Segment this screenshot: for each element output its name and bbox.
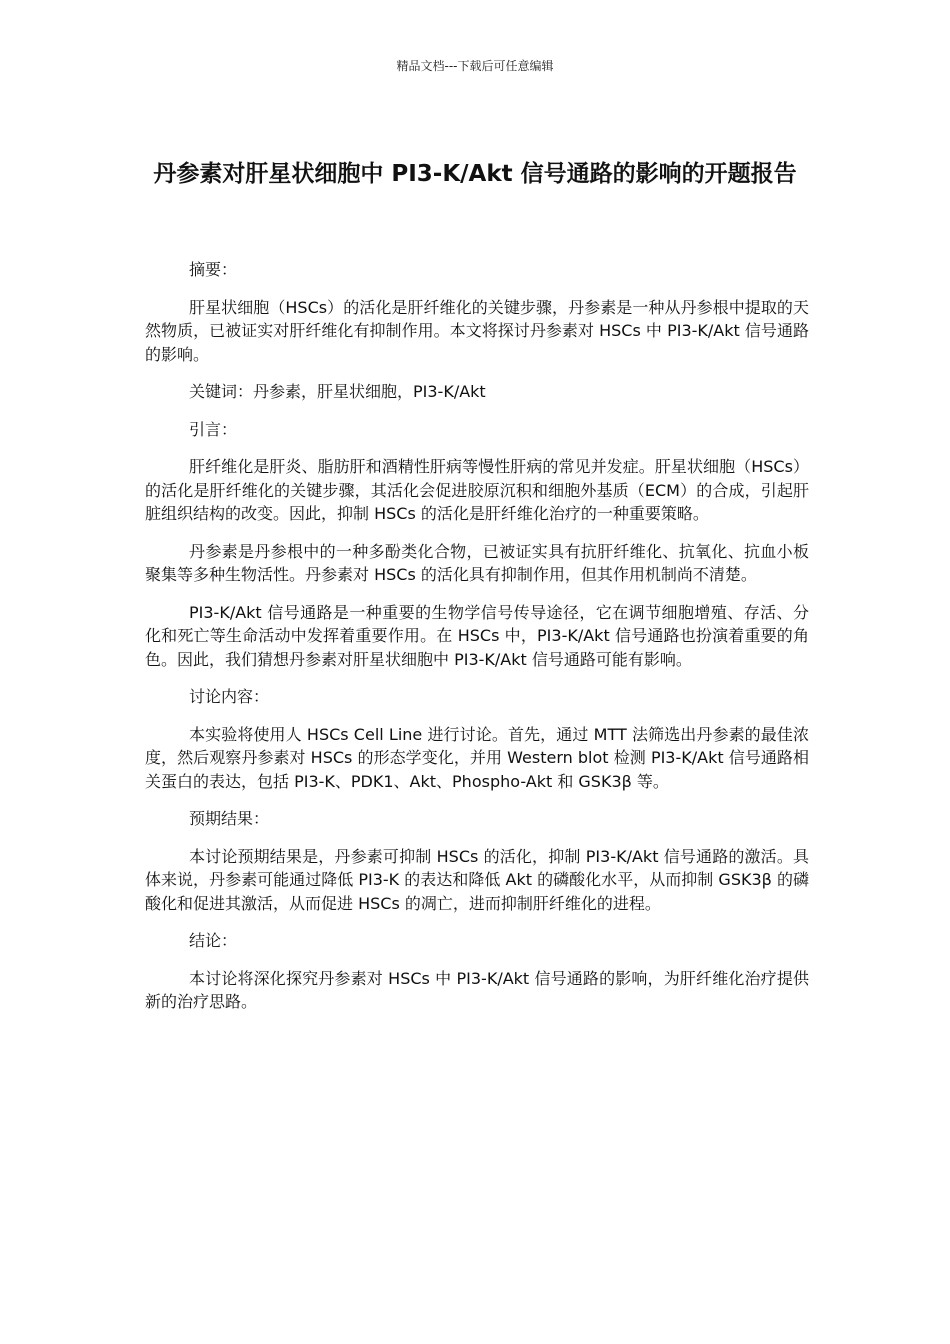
- introduction-paragraph-3: PI3-K/Akt 信号通路是一种重要的生物学信号传导途径，它在调节细胞增殖、存活、分化和死亡等生命活动中发挥着重要作用。在 HSCs 中，PI3-K/Akt 信号通路也扮演着重要的角色。因此，我们猜想丹参素对肝星状细胞中 PI3-K/Akt 信号通路可能有影响。: [145, 602, 809, 669]
- keywords-line: 关键词：丹参素，肝星状细胞，PI3-K/Akt: [189, 382, 486, 401]
- introduction-paragraph-1: 肝纤维化是肝炎、脂肪肝和酒精性肝病等慢性肝病的常见并发症。肝星状细胞（HSCs）的活化是肝纤维化的关键步骤，其活化会促进胶原沉积和细胞外基质（ECM）的合成，引起肝脏组织结构的改变。因此，抑制 HSCs 的活化是肝纤维化治疗的一种重要策略。: [145, 457, 809, 523]
- expected-results-heading: 预期结果：: [189, 809, 270, 828]
- discussion-paragraph: 本实验将使用人 HSCs Cell Line 进行讨论。首先，通过 MTT 法筛选出丹参素的最佳浓度，然后观察丹参素对 HSCs 的形态学变化，并用 Western blot 检测 PI3-K/Akt 信号通路相关蛋白的表达，包括 PI3-K、PDK1、Akt、Phospho-Akt 和 GSK3β 等。: [145, 724, 809, 791]
- abstract-heading: 摘要：: [189, 260, 238, 279]
- document-body: [145, 258, 809, 1028]
- expected-results-paragraph: 本讨论预期结果是，丹参素可抑制 HSCs 的活化，抑制 PI3-K/Akt 信号通路的激活。具体来说，丹参素可能通过降低 PI3-K 的表达和降低 Akt 的磷酸化水平，从而抑制 GSK3β 的磷酸化和促进其激活，从而促进 HSCs 的凋亡，进而抑制肝纤维化的进程。: [145, 846, 809, 913]
- header-note: 精品文档---下载后可任意编辑: [396, 59, 554, 73]
- document-title: 丹参素对肝星状细胞中 PI3-K/Akt 信号通路的影响的开题报告: [153, 161, 797, 188]
- introduction-paragraph-2: 丹参素是丹参根中的一种多酚类化合物，已被证实具有抗肝纤维化、抗氧化、抗血小板聚集等多种生物活性。丹参素对 HSCs 的活化具有抑制作用，但其作用机制尚不清楚。: [145, 541, 809, 584]
- introduction-heading: 引言：: [189, 419, 238, 439]
- discussion-heading: 讨论内容：: [189, 687, 270, 706]
- conclusion-paragraph: 本讨论将深化探究丹参素对 HSCs 中 PI3-K/Akt 信号通路的影响，为肝纤维化治疗提供新的治疗思路。: [145, 968, 809, 1011]
- conclusion-heading: 结论：: [189, 931, 238, 950]
- abstract-paragraph: 肝星状细胞（HSCs）的活化是肝纤维化的关键步骤，丹参素是一种从丹参根中提取的天然物质，已被证实对肝纤维化有抑制作用。本文将探讨丹参素对 HSCs 中 PI3-K/Akt 信号通路的影响。: [145, 297, 809, 364]
